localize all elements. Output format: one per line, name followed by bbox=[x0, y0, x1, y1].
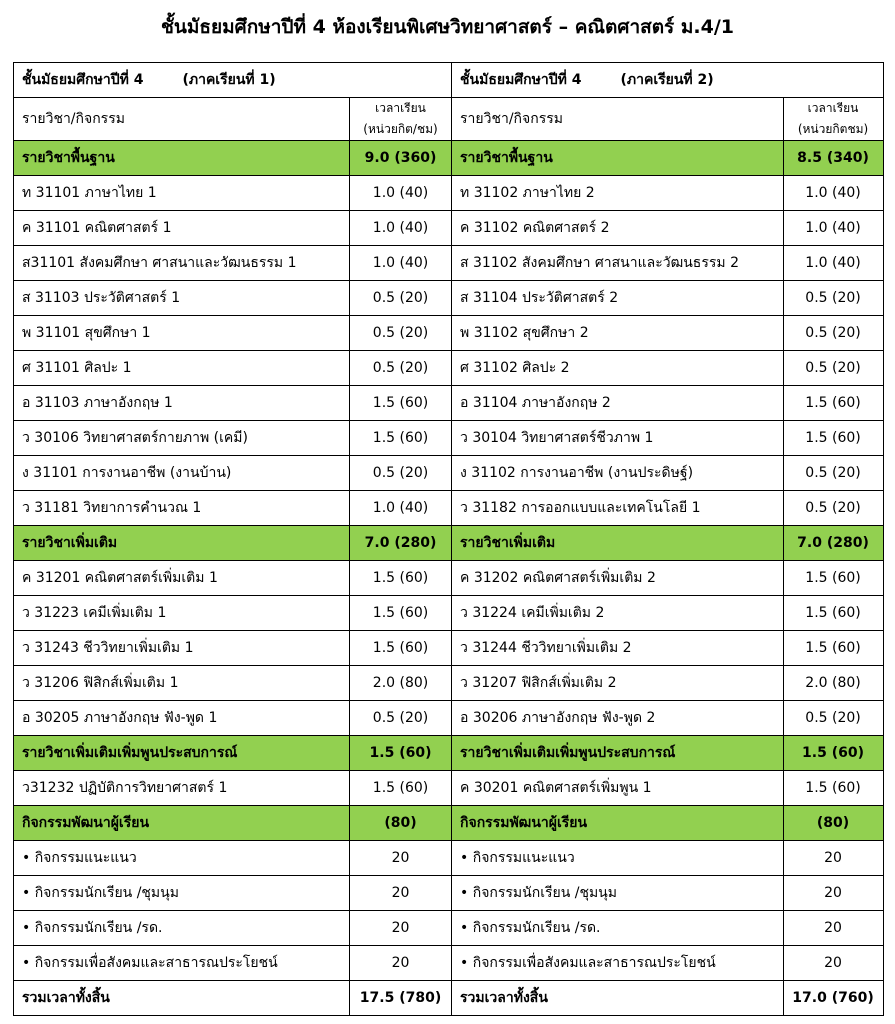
subject-cell: อ 30206 ภาษาอังกฤษ ฟัง-พูด 2 bbox=[452, 701, 783, 736]
semester-2-table bbox=[452, 62, 884, 1016]
hours-cell: 1.5 (60) bbox=[350, 771, 452, 806]
column-header-hours bbox=[783, 98, 883, 141]
subject-cell: • กิจกรรมนักเรียน /ชุมนุม bbox=[14, 876, 350, 911]
hours-cell: 0.5 (20) bbox=[783, 456, 883, 491]
subject-cell: อ 31104 ภาษาอังกฤษ 2 bbox=[452, 386, 783, 421]
category-row bbox=[14, 806, 452, 841]
subject-cell: รายวิชาเพิ่มเติมเพิ่มพูนประสบการณ์ bbox=[452, 736, 783, 771]
semester-1-header: ชั้นมัธยมศึกษาปีที่ 4 (ภาคเรียนที่ 1) bbox=[14, 63, 452, 98]
subject-cell: ส 31104 ประวัติศาสตร์ 2 bbox=[452, 281, 783, 316]
table-row bbox=[452, 386, 883, 421]
hours-cell: 20 bbox=[783, 946, 883, 981]
hours-cell: 1.0 (40) bbox=[350, 211, 452, 246]
hours-cell: 1.5 (60) bbox=[350, 631, 452, 666]
subject-cell: ว 30104 วิทยาศาสตร์ชีวภาพ 1 bbox=[452, 421, 783, 456]
subject-cell: รายวิชาเพิ่มเติม bbox=[14, 526, 350, 561]
hours-cell: 0.5 (20) bbox=[783, 491, 883, 526]
table-row bbox=[14, 176, 452, 211]
subject-cell: กิจกรรมพัฒนาผู้เรียน bbox=[452, 806, 783, 841]
subject-cell: • กิจกรรมนักเรียน /ชุมนุม bbox=[452, 876, 783, 911]
table-row bbox=[452, 876, 883, 911]
table-row bbox=[452, 211, 883, 246]
subject-cell: กิจกรรมพัฒนาผู้เรียน bbox=[14, 806, 350, 841]
semester-header-row bbox=[452, 63, 883, 98]
table-row bbox=[14, 316, 452, 351]
table-row bbox=[452, 351, 883, 386]
subject-cell: ส 31102 สังคมศึกษา ศาสนาและวัฒนธรรม 2 bbox=[452, 246, 783, 281]
subject-cell: • กิจกรรมเพื่อสังคมและสาธารณประโยชน์ bbox=[14, 946, 350, 981]
column-header-hours bbox=[350, 98, 452, 141]
category-row bbox=[452, 806, 883, 841]
table-row bbox=[452, 841, 883, 876]
table-row bbox=[14, 876, 452, 911]
hours-cell: 1.0 (40) bbox=[783, 211, 883, 246]
table-row bbox=[14, 456, 452, 491]
table-row bbox=[14, 246, 452, 281]
subject-cell: อ 30205 ภาษาอังกฤษ ฟัง-พูด 1 bbox=[14, 701, 350, 736]
hours-cell: 8.5 (340) bbox=[783, 141, 883, 176]
hours-cell: 1.5 (60) bbox=[350, 421, 452, 456]
semester-1-table bbox=[13, 62, 452, 1016]
hours-cell: 1.5 (60) bbox=[350, 596, 452, 631]
table-row bbox=[14, 351, 452, 386]
semester-1-body bbox=[14, 63, 452, 1016]
table-row bbox=[14, 911, 452, 946]
hours-cell: 2.0 (80) bbox=[783, 666, 883, 701]
category-row bbox=[452, 141, 883, 176]
hours-cell: 0.5 (20) bbox=[350, 281, 452, 316]
table-row bbox=[14, 281, 452, 316]
hours-header-line1: เวลาเรียน bbox=[375, 101, 426, 115]
semester-header-row bbox=[14, 63, 452, 98]
subject-cell: ว 31207 ฟิสิกส์เพิ่มเติม 2 bbox=[452, 666, 783, 701]
table-row bbox=[452, 946, 883, 981]
hours-cell: 0.5 (20) bbox=[350, 316, 452, 351]
subject-cell: ค 31201 คณิตศาสตร์เพิ่มเติม 1 bbox=[14, 561, 350, 596]
page-title: ชั้นมัธยมศึกษาปีที่ 4 ห้องเรียนพิเศษวิทยาศาสตร์ – คณิตศาสตร์ ม.4/1 bbox=[161, 16, 734, 38]
hours-cell: (80) bbox=[783, 806, 883, 841]
subject-cell: ว 31182 การออกแบบและเทคโนโลยี 1 bbox=[452, 491, 783, 526]
subject-cell: ส 31103 ประวัติศาสตร์ 1 bbox=[14, 281, 350, 316]
hours-cell: 1.5 (60) bbox=[783, 386, 883, 421]
subject-cell: • กิจกรรมนักเรียน /รด. bbox=[452, 911, 783, 946]
table-row bbox=[452, 596, 883, 631]
subject-cell: ว 31244 ชีววิทยาเพิ่มเติม 2 bbox=[452, 631, 783, 666]
hours-header-line1: เวลาเรียน bbox=[807, 101, 859, 115]
semester-2-body bbox=[452, 63, 883, 1016]
category-row bbox=[14, 526, 452, 561]
subject-cell: พ 31101 สุขศึกษา 1 bbox=[14, 316, 350, 351]
category-row bbox=[452, 736, 883, 771]
table-row bbox=[14, 631, 452, 666]
table-row bbox=[452, 246, 883, 281]
hours-header-line2: (หน่วยกิต/ชม) bbox=[363, 122, 438, 136]
table-row bbox=[452, 771, 883, 806]
hours-cell: 1.0 (40) bbox=[783, 176, 883, 211]
subject-cell: รายวิชาพื้นฐาน bbox=[14, 141, 350, 176]
table-row bbox=[14, 841, 452, 876]
hours-cell: 0.5 (20) bbox=[783, 281, 883, 316]
table-row bbox=[452, 631, 883, 666]
table-row bbox=[14, 421, 452, 456]
hours-cell: 1.5 (60) bbox=[783, 736, 883, 771]
category-row bbox=[14, 141, 452, 176]
hours-cell: 1.5 (60) bbox=[350, 386, 452, 421]
subject-cell: ง 31101 การงานอาชีพ (งานบ้าน) bbox=[14, 456, 350, 491]
hours-cell: 1.5 (60) bbox=[783, 561, 883, 596]
hours-cell: 7.0 (280) bbox=[350, 526, 452, 561]
hours-cell: 1.0 (40) bbox=[350, 246, 452, 281]
table-row bbox=[14, 946, 452, 981]
subject-cell: รวมเวลาทั้งสิ้น bbox=[14, 981, 350, 1016]
table-row bbox=[14, 211, 452, 246]
hours-cell: 20 bbox=[783, 876, 883, 911]
category-row bbox=[452, 526, 883, 561]
table-row bbox=[14, 561, 452, 596]
total-row bbox=[14, 981, 452, 1016]
subject-cell: ว 31223 เคมีเพิ่มเติม 1 bbox=[14, 596, 350, 631]
subject-cell: รายวิชาเพิ่มเติม bbox=[452, 526, 783, 561]
hours-cell: 20 bbox=[350, 841, 452, 876]
subject-cell: ว31232 ปฏิบัติการวิทยาศาสตร์ 1 bbox=[14, 771, 350, 806]
table-row bbox=[452, 561, 883, 596]
hours-cell: 0.5 (20) bbox=[783, 316, 883, 351]
hours-cell: 1.0 (40) bbox=[350, 491, 452, 526]
hours-cell: 20 bbox=[783, 911, 883, 946]
hours-cell: 1.5 (60) bbox=[783, 631, 883, 666]
subject-cell: ว 31243 ชีววิทยาเพิ่มเติม 1 bbox=[14, 631, 350, 666]
subject-cell: ค 31202 คณิตศาสตร์เพิ่มเติม 2 bbox=[452, 561, 783, 596]
curriculum-tables bbox=[13, 62, 882, 1016]
hours-cell: 0.5 (20) bbox=[783, 351, 883, 386]
category-row bbox=[14, 736, 452, 771]
subject-cell: ส31101 สังคมศึกษา ศาสนาและวัฒนธรรม 1 bbox=[14, 246, 350, 281]
semester-2-header: ชั้นมัธยมศึกษาปีที่ 4 (ภาคเรียนที่ 2) bbox=[452, 63, 883, 98]
table-row bbox=[14, 386, 452, 421]
subject-cell: ว 30106 วิทยาศาสตร์กายภาพ (เคมี) bbox=[14, 421, 350, 456]
hours-cell: 17.0 (760) bbox=[783, 981, 883, 1016]
hours-cell: 1.5 (60) bbox=[783, 596, 883, 631]
table-row bbox=[452, 701, 883, 736]
hours-cell: 1.0 (40) bbox=[783, 246, 883, 281]
table-row bbox=[14, 771, 452, 806]
subject-cell: ท 31102 ภาษาไทย 2 bbox=[452, 176, 783, 211]
subject-cell: ท 31101 ภาษาไทย 1 bbox=[14, 176, 350, 211]
table-row bbox=[452, 666, 883, 701]
column-header-subject: รายวิชา/กิจกรรม bbox=[452, 98, 783, 141]
subject-cell: ง 31102 การงานอาชีพ (งานประดิษฐ์) bbox=[452, 456, 783, 491]
hours-cell: 1.5 (60) bbox=[783, 421, 883, 456]
table-row bbox=[452, 316, 883, 351]
table-row bbox=[14, 701, 452, 736]
total-row bbox=[452, 981, 883, 1016]
subject-cell: ค 31102 คณิตศาสตร์ 2 bbox=[452, 211, 783, 246]
column-header-row bbox=[452, 98, 883, 141]
subject-cell: พ 31102 สุขศึกษา 2 bbox=[452, 316, 783, 351]
subject-cell: รายวิชาเพิ่มเติมเพิ่มพูนประสบการณ์ bbox=[14, 736, 350, 771]
hours-cell: 17.5 (780) bbox=[350, 981, 452, 1016]
subject-cell: ศ 31102 ศิลปะ 2 bbox=[452, 351, 783, 386]
subject-cell: ค 31101 คณิตศาสตร์ 1 bbox=[14, 211, 350, 246]
subject-cell: ศ 31101 ศิลปะ 1 bbox=[14, 351, 350, 386]
table-row bbox=[14, 596, 452, 631]
table-row bbox=[452, 911, 883, 946]
subject-cell: ค 30201 คณิตศาสตร์เพิ่มพูน 1 bbox=[452, 771, 783, 806]
hours-cell: 7.0 (280) bbox=[783, 526, 883, 561]
hours-cell: 20 bbox=[350, 876, 452, 911]
table-row bbox=[452, 176, 883, 211]
subject-cell: • กิจกรรมนักเรียน /รด. bbox=[14, 911, 350, 946]
hours-cell: 20 bbox=[350, 946, 452, 981]
subject-cell: • กิจกรรมแนะแนว bbox=[14, 841, 350, 876]
hours-cell: 20 bbox=[783, 841, 883, 876]
hours-cell: 0.5 (20) bbox=[350, 701, 452, 736]
hours-cell: 0.5 (20) bbox=[350, 456, 452, 491]
table-row bbox=[14, 666, 452, 701]
subject-cell: ว 31206 ฟิสิกส์เพิ่มเติม 1 bbox=[14, 666, 350, 701]
hours-cell: 1.5 (60) bbox=[350, 736, 452, 771]
table-row bbox=[452, 491, 883, 526]
subject-cell: รายวิชาพื้นฐาน bbox=[452, 141, 783, 176]
table-row bbox=[452, 456, 883, 491]
hours-cell: 9.0 (360) bbox=[350, 141, 452, 176]
hours-cell: (80) bbox=[350, 806, 452, 841]
hours-header-line2: (หน่วยกิตชม) bbox=[797, 122, 869, 136]
subject-cell: อ 31103 ภาษาอังกฤษ 1 bbox=[14, 386, 350, 421]
subject-cell: ว 31181 วิทยาการคำนวณ 1 bbox=[14, 491, 350, 526]
hours-cell: 0.5 (20) bbox=[350, 351, 452, 386]
column-header-subject: รายวิชา/กิจกรรม bbox=[14, 98, 350, 141]
hours-cell: 2.0 (80) bbox=[350, 666, 452, 701]
hours-cell: 20 bbox=[350, 911, 452, 946]
subject-cell: รวมเวลาทั้งสิ้น bbox=[452, 981, 783, 1016]
subject-cell: • กิจกรรมแนะแนว bbox=[452, 841, 783, 876]
subject-cell: ว 31224 เคมีเพิ่มเติม 2 bbox=[452, 596, 783, 631]
table-row bbox=[14, 491, 452, 526]
table-row bbox=[452, 281, 883, 316]
hours-cell: 1.5 (60) bbox=[350, 561, 452, 596]
column-header-row bbox=[14, 98, 452, 141]
hours-cell: 1.0 (40) bbox=[350, 176, 452, 211]
hours-cell: 1.5 (60) bbox=[783, 771, 883, 806]
table-row bbox=[452, 421, 883, 456]
subject-cell: • กิจกรรมเพื่อสังคมและสาธารณประโยชน์ bbox=[452, 946, 783, 981]
hours-cell: 0.5 (20) bbox=[783, 701, 883, 736]
